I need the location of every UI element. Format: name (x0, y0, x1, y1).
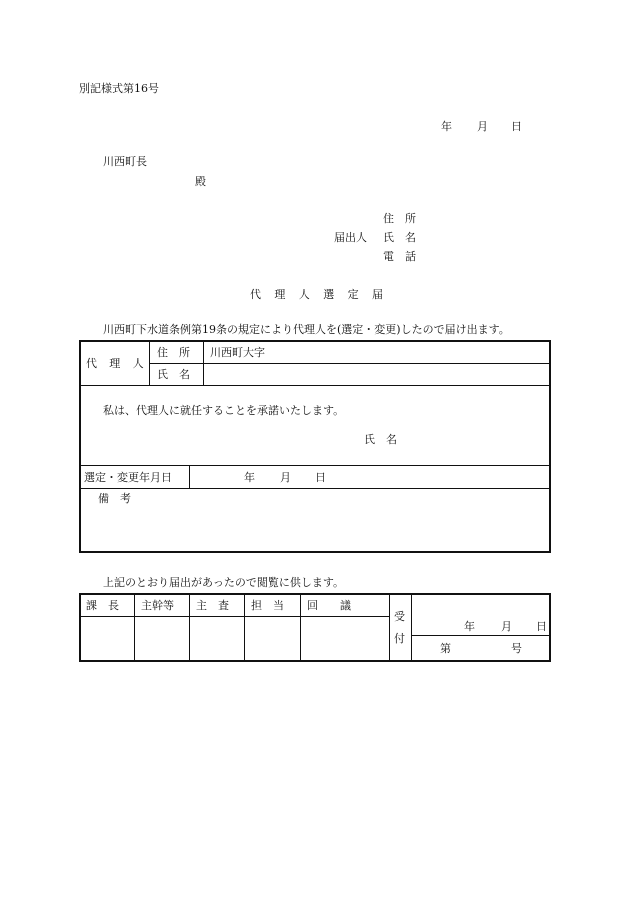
consent-name-label: 氏 名 (364, 433, 397, 446)
addressee: 川西町長 (103, 155, 147, 168)
date-day-label: 日 (511, 120, 522, 133)
consent-text: 私は、代理人に就任することを承諾いたします。 (103, 404, 345, 417)
inspection-text: 上記のとおり届出があったので閲覧に供します。 (103, 576, 345, 589)
agent-label: 代 理 人 (86, 357, 148, 370)
approval-header-chief: 課 長 (86, 599, 119, 612)
selection-year-label: 年 (244, 471, 255, 484)
receipt-number-suffix: 号 (511, 642, 522, 655)
receipt-year-label: 年 (464, 620, 475, 633)
selection-day-label: 日 (315, 471, 326, 484)
date-year-label: 年 (441, 120, 452, 133)
applicant-name-label: 氏 名 (383, 231, 416, 244)
divider (149, 363, 550, 364)
divider (134, 594, 135, 661)
document-title: 代 理 人 選 定 届 (250, 288, 388, 301)
divider (189, 466, 190, 488)
approval-header-inspector: 主 査 (196, 599, 229, 612)
approval-header-manager: 主幹等 (141, 599, 174, 612)
applicant-phone-label: 電 話 (383, 250, 416, 263)
applicant-role-label: 届出人 (334, 231, 367, 244)
divider (189, 594, 190, 661)
divider (244, 594, 245, 661)
receipt-day-label: 日 (536, 620, 547, 633)
receipt-label-2: 付 (394, 632, 405, 645)
remarks-label: 備 考 (98, 492, 131, 505)
agent-address-value: 川西町大字 (210, 346, 265, 359)
selection-month-label: 月 (280, 471, 291, 484)
applicant-address-label: 住 所 (383, 212, 416, 225)
form-number: 別記様式第16号 (79, 82, 159, 95)
divider (80, 616, 389, 617)
honorific: 殿 (195, 175, 206, 188)
agent-address-label: 住 所 (157, 346, 190, 359)
approval-header-staff: 担 当 (251, 599, 284, 612)
agent-name-label: 氏 名 (157, 368, 190, 381)
selection-date-label: 選定・変更年月日 (84, 471, 172, 484)
divider (80, 465, 550, 466)
divider (389, 594, 390, 661)
divider (80, 385, 550, 386)
date-month-label: 月 (477, 120, 488, 133)
receipt-label-1: 受 (394, 610, 405, 623)
approval-header-circulation: 回 議 (307, 599, 351, 612)
divider (411, 635, 550, 636)
divider (411, 594, 412, 661)
intro-text: 川西町下水道条例第19条の規定により代理人を(選定・変更)したので届け出ます。 (103, 323, 510, 336)
divider (80, 488, 550, 489)
receipt-month-label: 月 (501, 620, 512, 633)
receipt-number-prefix: 第 (440, 642, 451, 655)
divider (300, 594, 301, 661)
